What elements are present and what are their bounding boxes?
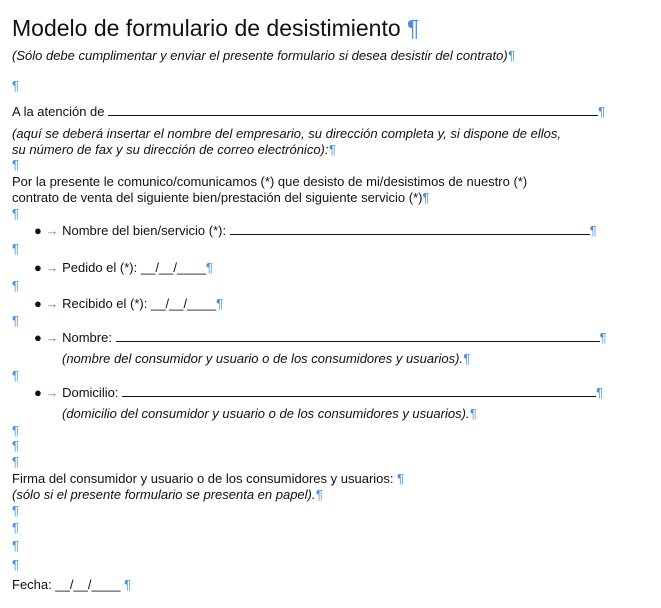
page-title bbox=[12, 14, 419, 42]
attention-label: A la atención de bbox=[12, 104, 105, 119]
attention-blank-field[interactable] bbox=[108, 104, 598, 116]
name-label: Nombre: bbox=[62, 330, 112, 345]
empty-paragraph: ¶ bbox=[12, 78, 19, 93]
received-date-field[interactable]: __/__/____ bbox=[150, 296, 217, 311]
address-note-text: (domicilio del consumidor y usuario o de los consumidores y usuarios). bbox=[62, 406, 470, 421]
subtitle-text: (Sólo debe cumplimentar y enviar el presente formulario si desea desistir del contrato) bbox=[12, 48, 508, 63]
signature-note-line bbox=[12, 487, 322, 503]
product-blank-field[interactable] bbox=[230, 223, 590, 235]
signature-line bbox=[12, 471, 404, 487]
list-item-received: ● → Recibido el (*): __/__/____¶ bbox=[34, 296, 224, 311]
empty-paragraph: ¶ bbox=[12, 520, 19, 535]
address-note-line bbox=[62, 406, 477, 422]
pilcrow-mark: ¶ bbox=[422, 190, 430, 205]
pilcrow-mark: ¶ bbox=[407, 15, 420, 41]
pilcrow-mark: ¶ bbox=[397, 471, 405, 486]
statement-text-1: Por la presente le comunico/comunicamos (*) que desisto de mi/desistimos de nuestro (*) bbox=[12, 174, 528, 189]
empty-paragraph: ¶ bbox=[12, 368, 19, 383]
address-label: Domicilio: bbox=[62, 385, 119, 400]
empty-paragraph: ¶ bbox=[12, 454, 19, 469]
pilcrow-mark: ¶ bbox=[124, 577, 132, 592]
pilcrow-mark: ¶ bbox=[507, 48, 515, 63]
pilcrow-mark: ¶ bbox=[599, 330, 607, 345]
pilcrow-mark: ¶ bbox=[205, 260, 213, 275]
tab-arrow-icon: → bbox=[45, 385, 59, 400]
empty-paragraph: ¶ bbox=[12, 157, 19, 172]
pilcrow-mark: ¶ bbox=[216, 296, 224, 311]
list-item-product: ● → Nombre del bien/servicio (*): ¶ bbox=[34, 223, 597, 238]
date-label: Fecha: bbox=[12, 577, 52, 592]
empty-paragraph: ¶ bbox=[12, 423, 19, 438]
date-line bbox=[12, 577, 131, 593]
ordered-label: Pedido el (*): bbox=[62, 260, 138, 275]
statement-text-2: contrato de venta del siguiente bien/prestación del siguiente servicio (*) bbox=[12, 190, 423, 205]
empty-paragraph: ¶ bbox=[12, 438, 19, 453]
list-item-ordered: ● → Pedido el (*): __/__/____¶ bbox=[34, 260, 213, 275]
tab-arrow-icon: → bbox=[45, 260, 59, 275]
name-blank-field[interactable] bbox=[116, 330, 600, 342]
signature-note-text: (sólo si el presente formulario se presenta en papel). bbox=[12, 487, 316, 502]
signature-label: Firma del consumidor y usuario o de los consumidores y usuarios: bbox=[12, 471, 394, 486]
signature-date-field[interactable]: __/__/____ bbox=[55, 577, 121, 592]
attention-line bbox=[12, 104, 605, 120]
title-text: Modelo de formulario de desistimiento bbox=[12, 15, 401, 41]
attention-note-text-2: su número de fax y su dirección de correo electrónico): bbox=[12, 142, 329, 157]
list-item-address: ● → Domicilio: ¶ bbox=[34, 385, 604, 400]
tab-arrow-icon: → bbox=[45, 296, 59, 311]
empty-paragraph: ¶ bbox=[12, 313, 19, 328]
pilcrow-mark: ¶ bbox=[315, 487, 323, 502]
empty-paragraph: ¶ bbox=[12, 538, 19, 553]
name-note-line bbox=[62, 351, 470, 367]
received-label: Recibido el (*): bbox=[62, 296, 148, 311]
ordered-date-field[interactable]: __/__/____ bbox=[140, 260, 206, 275]
tab-arrow-icon: → bbox=[45, 330, 59, 345]
empty-paragraph: ¶ bbox=[12, 206, 19, 221]
pilcrow-mark: ¶ bbox=[469, 406, 477, 421]
pilcrow-mark: ¶ bbox=[589, 223, 597, 238]
pilcrow-mark: ¶ bbox=[596, 385, 604, 400]
pilcrow-mark: ¶ bbox=[328, 142, 336, 157]
product-label: Nombre del bien/servicio (*): bbox=[62, 223, 227, 238]
tab-arrow-icon: → bbox=[45, 223, 59, 238]
empty-paragraph: ¶ bbox=[12, 278, 19, 293]
list-item-name: ● → Nombre: ¶ bbox=[34, 330, 607, 345]
attention-note-text-1: (aquí se deberá insertar el nombre del empresario, su dirección completa y, si dispone de ellos, bbox=[12, 126, 561, 141]
address-blank-field[interactable] bbox=[122, 385, 596, 397]
empty-paragraph: ¶ bbox=[12, 557, 19, 572]
attention-note-line-2 bbox=[12, 142, 335, 158]
empty-paragraph: ¶ bbox=[12, 503, 19, 518]
subtitle-line bbox=[12, 48, 515, 64]
statement-line-1 bbox=[12, 174, 527, 190]
empty-paragraph: ¶ bbox=[12, 241, 19, 256]
statement-line-2 bbox=[12, 190, 429, 206]
pilcrow-mark: ¶ bbox=[598, 104, 606, 119]
pilcrow-mark: ¶ bbox=[463, 351, 471, 366]
name-note-text: (nombre del consumidor y usuario o de los consumidores y usuarios). bbox=[62, 351, 464, 366]
attention-note-line-1 bbox=[12, 126, 561, 142]
